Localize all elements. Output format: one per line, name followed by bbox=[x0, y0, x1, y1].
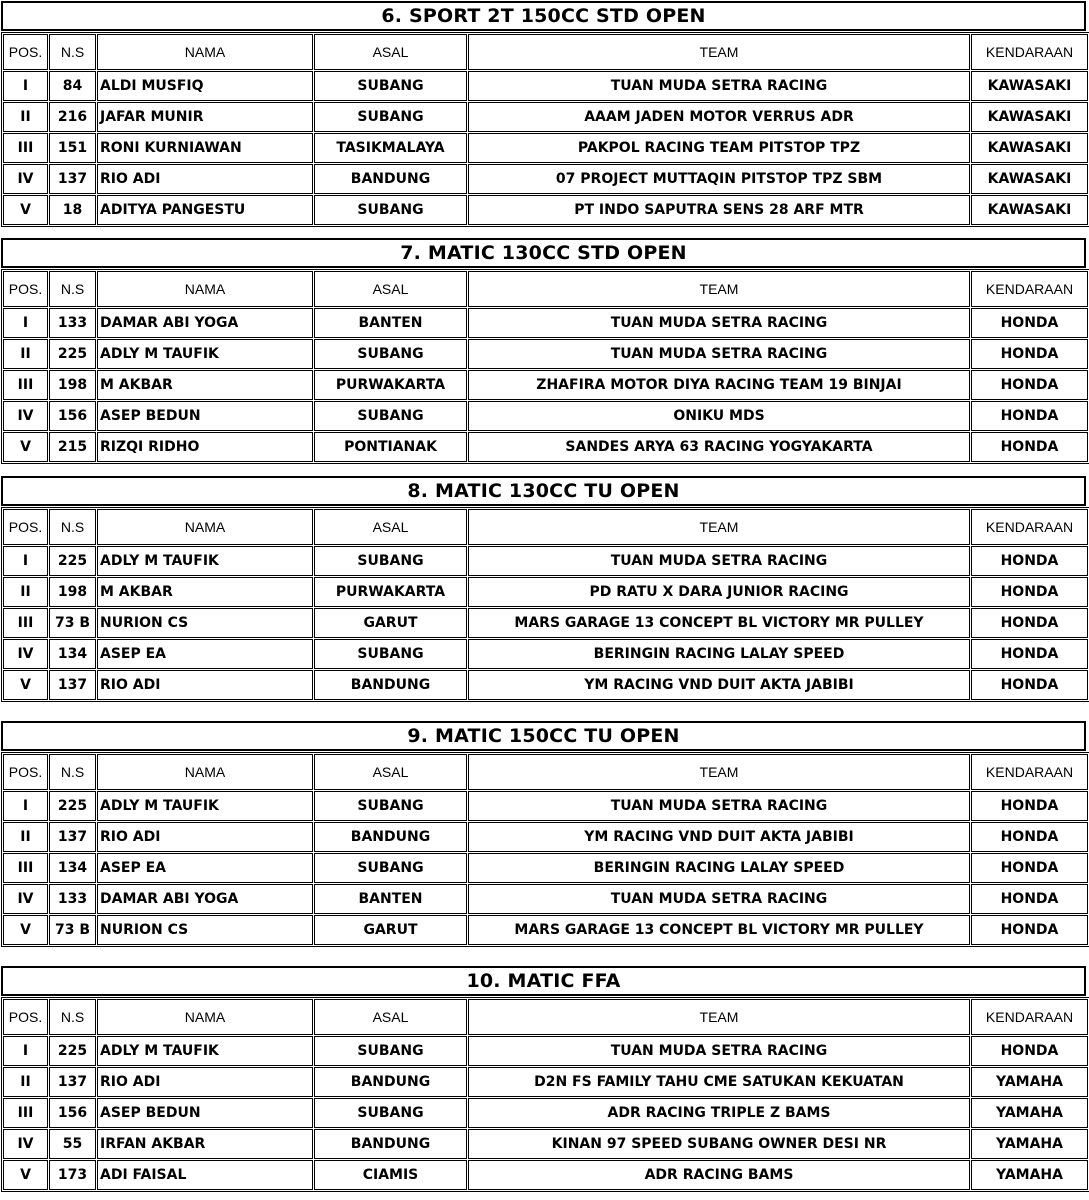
cell-nama: DAMAR ABI YOGA bbox=[97, 884, 313, 914]
header-team: TEAM bbox=[468, 999, 970, 1035]
cell-pos: V bbox=[3, 432, 48, 462]
cell-team: KINAN 97 SPEED SUBANG OWNER DESI NR bbox=[468, 1129, 970, 1159]
cell-pos: IV bbox=[3, 1129, 48, 1159]
cell-nama: ADI FAISAL bbox=[97, 1160, 313, 1190]
cell-team: TUAN MUDA SETRA RACING bbox=[468, 884, 970, 914]
header-asal: ASAL bbox=[314, 271, 467, 307]
cell-team: BERINGIN RACING LALAY SPEED bbox=[468, 639, 970, 669]
cell-kendaraan: YAMAHA bbox=[971, 1129, 1088, 1159]
cell-asal: BANDUNG bbox=[314, 164, 467, 194]
table-row bbox=[3, 370, 1088, 400]
table-row bbox=[3, 822, 1088, 852]
cell-team: ADR RACING TRIPLE Z BAMS bbox=[468, 1098, 970, 1128]
cell-ns: 173 bbox=[49, 1160, 96, 1190]
cell-ns: 73 B bbox=[49, 915, 96, 945]
header-asal: ASAL bbox=[314, 509, 467, 545]
cell-pos: IV bbox=[3, 639, 48, 669]
cell-nama: IRFAN AKBAR bbox=[97, 1129, 313, 1159]
header-ns: N.S bbox=[49, 754, 96, 790]
table-row bbox=[3, 791, 1088, 821]
cell-team: 07 PROJECT MUTTAQIN PITSTOP TPZ SBM bbox=[468, 164, 970, 194]
cell-asal: SUBANG bbox=[314, 1098, 467, 1128]
cell-ns: 55 bbox=[49, 1129, 96, 1159]
cell-team: PAKPOL RACING TEAM PITSTOP TPZ bbox=[468, 133, 970, 163]
table-row bbox=[3, 1160, 1088, 1190]
cell-ns: 137 bbox=[49, 164, 96, 194]
table-row bbox=[3, 339, 1088, 369]
cell-asal: SUBANG bbox=[314, 791, 467, 821]
header-pos: POS. bbox=[3, 271, 48, 307]
cell-nama: RIO ADI bbox=[97, 822, 313, 852]
cell-pos: IV bbox=[3, 401, 48, 431]
cell-pos: V bbox=[3, 1160, 48, 1190]
cell-ns: 156 bbox=[49, 1098, 96, 1128]
cell-ns: 225 bbox=[49, 339, 96, 369]
cell-nama: M AKBAR bbox=[97, 370, 313, 400]
race-class-title: 8. MATIC 130CC TU OPEN bbox=[1, 476, 1086, 506]
cell-ns: 137 bbox=[49, 822, 96, 852]
table-row bbox=[3, 164, 1088, 194]
cell-asal: BANTEN bbox=[314, 308, 467, 338]
cell-team: TUAN MUDA SETRA RACING bbox=[468, 308, 970, 338]
cell-asal: PURWAKARTA bbox=[314, 370, 467, 400]
cell-ns: 137 bbox=[49, 670, 96, 700]
cell-pos: II bbox=[3, 1067, 48, 1097]
cell-kendaraan: HONDA bbox=[971, 339, 1088, 369]
cell-team: TUAN MUDA SETRA RACING bbox=[468, 546, 970, 576]
cell-team: ADR RACING BAMS bbox=[468, 1160, 970, 1190]
table-row bbox=[3, 102, 1088, 132]
cell-asal: GARUT bbox=[314, 608, 467, 638]
cell-team: YM RACING VND DUIT AKTA JABIBI bbox=[468, 822, 970, 852]
cell-kendaraan: HONDA bbox=[971, 577, 1088, 607]
cell-asal: SUBANG bbox=[314, 1036, 467, 1066]
header-nama: NAMA bbox=[97, 509, 313, 545]
table-row bbox=[3, 432, 1088, 462]
cell-nama: ADLY M TAUFIK bbox=[97, 339, 313, 369]
results-table bbox=[1, 997, 1089, 1192]
header-row bbox=[3, 999, 1088, 1035]
header-ns: N.S bbox=[49, 271, 96, 307]
header-row bbox=[3, 271, 1088, 307]
cell-kendaraan: KAWASAKI bbox=[971, 133, 1088, 163]
cell-asal: SUBANG bbox=[314, 546, 467, 576]
cell-pos: I bbox=[3, 791, 48, 821]
cell-nama: RIO ADI bbox=[97, 1067, 313, 1097]
header-kendaraan: KENDARAAN bbox=[971, 271, 1088, 307]
cell-kendaraan: HONDA bbox=[971, 822, 1088, 852]
table-row bbox=[3, 133, 1088, 163]
header-nama: NAMA bbox=[97, 999, 313, 1035]
cell-nama: RONI KURNIAWAN bbox=[97, 133, 313, 163]
header-asal: ASAL bbox=[314, 754, 467, 790]
table-row bbox=[3, 577, 1088, 607]
table-row bbox=[3, 608, 1088, 638]
cell-pos: III bbox=[3, 370, 48, 400]
table-row bbox=[3, 853, 1088, 883]
results-table bbox=[1, 32, 1089, 227]
cell-asal: GARUT bbox=[314, 915, 467, 945]
cell-nama: ADLY M TAUFIK bbox=[97, 791, 313, 821]
cell-team: PT INDO SAPUTRA SENS 28 ARF MTR bbox=[468, 195, 970, 225]
cell-pos: II bbox=[3, 102, 48, 132]
header-team: TEAM bbox=[468, 34, 970, 70]
table-row bbox=[3, 1067, 1088, 1097]
cell-ns: 198 bbox=[49, 370, 96, 400]
cell-asal: BANDUNG bbox=[314, 1067, 467, 1097]
header-ns: N.S bbox=[49, 34, 96, 70]
cell-kendaraan: KAWASAKI bbox=[971, 195, 1088, 225]
cell-kendaraan: HONDA bbox=[971, 546, 1088, 576]
cell-nama: ASEP BEDUN bbox=[97, 1098, 313, 1128]
table-row bbox=[3, 639, 1088, 669]
cell-asal: BANDUNG bbox=[314, 670, 467, 700]
table-row bbox=[3, 884, 1088, 914]
cell-asal: TASIKMALAYA bbox=[314, 133, 467, 163]
header-team: TEAM bbox=[468, 754, 970, 790]
cell-ns: 133 bbox=[49, 884, 96, 914]
header-team: TEAM bbox=[468, 271, 970, 307]
cell-kendaraan: YAMAHA bbox=[971, 1098, 1088, 1128]
cell-kendaraan: HONDA bbox=[971, 308, 1088, 338]
cell-kendaraan: HONDA bbox=[971, 1036, 1088, 1066]
cell-pos: III bbox=[3, 853, 48, 883]
cell-kendaraan: HONDA bbox=[971, 915, 1088, 945]
cell-asal: PURWAKARTA bbox=[314, 577, 467, 607]
cell-ns: 133 bbox=[49, 308, 96, 338]
cell-kendaraan: KAWASAKI bbox=[971, 164, 1088, 194]
cell-kendaraan: KAWASAKI bbox=[971, 102, 1088, 132]
cell-kendaraan: HONDA bbox=[971, 432, 1088, 462]
cell-asal: SUBANG bbox=[314, 639, 467, 669]
cell-team: ONIKU MDS bbox=[468, 401, 970, 431]
header-row bbox=[3, 34, 1088, 70]
cell-nama: ADLY M TAUFIK bbox=[97, 546, 313, 576]
header-nama: NAMA bbox=[97, 34, 313, 70]
cell-team: TUAN MUDA SETRA RACING bbox=[468, 791, 970, 821]
cell-nama: ASEP BEDUN bbox=[97, 401, 313, 431]
cell-pos: V bbox=[3, 195, 48, 225]
cell-pos: III bbox=[3, 1098, 48, 1128]
cell-ns: 84 bbox=[49, 71, 96, 101]
cell-pos: III bbox=[3, 608, 48, 638]
cell-kendaraan: HONDA bbox=[971, 670, 1088, 700]
table-row bbox=[3, 401, 1088, 431]
cell-pos: IV bbox=[3, 164, 48, 194]
cell-nama: RIO ADI bbox=[97, 164, 313, 194]
header-kendaraan: KENDARAAN bbox=[971, 34, 1088, 70]
results-table bbox=[1, 269, 1089, 464]
cell-pos: I bbox=[3, 71, 48, 101]
cell-pos: I bbox=[3, 308, 48, 338]
cell-kendaraan: HONDA bbox=[971, 608, 1088, 638]
header-row bbox=[3, 509, 1088, 545]
cell-asal: BANDUNG bbox=[314, 1129, 467, 1159]
cell-nama: ASEP EA bbox=[97, 853, 313, 883]
cell-pos: I bbox=[3, 1036, 48, 1066]
cell-team: BERINGIN RACING LALAY SPEED bbox=[468, 853, 970, 883]
cell-asal: SUBANG bbox=[314, 195, 467, 225]
cell-ns: 151 bbox=[49, 133, 96, 163]
cell-kendaraan: HONDA bbox=[971, 370, 1088, 400]
cell-ns: 225 bbox=[49, 791, 96, 821]
cell-pos: III bbox=[3, 133, 48, 163]
header-asal: ASAL bbox=[314, 999, 467, 1035]
header-ns: N.S bbox=[49, 509, 96, 545]
cell-ns: 137 bbox=[49, 1067, 96, 1097]
header-pos: POS. bbox=[3, 754, 48, 790]
cell-asal: BANTEN bbox=[314, 884, 467, 914]
cell-pos: V bbox=[3, 670, 48, 700]
race-class-title: 6. SPORT 2T 150CC STD OPEN bbox=[1, 1, 1086, 31]
cell-ns: 225 bbox=[49, 546, 96, 576]
table-row bbox=[3, 195, 1088, 225]
header-row bbox=[3, 754, 1088, 790]
cell-nama: JAFAR MUNIR bbox=[97, 102, 313, 132]
cell-kendaraan: HONDA bbox=[971, 853, 1088, 883]
header-pos: POS. bbox=[3, 509, 48, 545]
cell-asal: SUBANG bbox=[314, 102, 467, 132]
cell-team: AAAM JADEN MOTOR VERRUS ADR bbox=[468, 102, 970, 132]
cell-ns: 156 bbox=[49, 401, 96, 431]
cell-team: MARS GARAGE 13 CONCEPT BL VICTORY MR PULLEY bbox=[468, 608, 970, 638]
cell-nama: ADLY M TAUFIK bbox=[97, 1036, 313, 1066]
cell-ns: 134 bbox=[49, 639, 96, 669]
table-row bbox=[3, 1036, 1088, 1066]
cell-kendaraan: HONDA bbox=[971, 791, 1088, 821]
header-team: TEAM bbox=[468, 509, 970, 545]
table-row bbox=[3, 1098, 1088, 1128]
race-class-title: 7. MATIC 130CC STD OPEN bbox=[1, 238, 1086, 268]
race-class-title: 9. MATIC 150CC TU OPEN bbox=[1, 721, 1086, 751]
cell-pos: II bbox=[3, 577, 48, 607]
cell-kendaraan: HONDA bbox=[971, 884, 1088, 914]
cell-nama: DAMAR ABI YOGA bbox=[97, 308, 313, 338]
table-row bbox=[3, 308, 1088, 338]
cell-nama: RIO ADI bbox=[97, 670, 313, 700]
cell-ns: 134 bbox=[49, 853, 96, 883]
cell-asal: PONTIANAK bbox=[314, 432, 467, 462]
cell-kendaraan: YAMAHA bbox=[971, 1160, 1088, 1190]
cell-nama: NURION CS bbox=[97, 915, 313, 945]
cell-team: YM RACING VND DUIT AKTA JABIBI bbox=[468, 670, 970, 700]
cell-ns: 73 B bbox=[49, 608, 96, 638]
header-asal: ASAL bbox=[314, 34, 467, 70]
cell-pos: V bbox=[3, 915, 48, 945]
race-class-title: 10. MATIC FFA bbox=[1, 966, 1086, 996]
table-row bbox=[3, 915, 1088, 945]
cell-nama: NURION CS bbox=[97, 608, 313, 638]
header-pos: POS. bbox=[3, 999, 48, 1035]
header-kendaraan: KENDARAAN bbox=[971, 754, 1088, 790]
table-row bbox=[3, 1129, 1088, 1159]
cell-nama: M AKBAR bbox=[97, 577, 313, 607]
cell-team: TUAN MUDA SETRA RACING bbox=[468, 339, 970, 369]
cell-asal: SUBANG bbox=[314, 853, 467, 883]
table-row bbox=[3, 71, 1088, 101]
results-table bbox=[1, 752, 1089, 947]
cell-nama: ADITYA PANGESTU bbox=[97, 195, 313, 225]
results-table bbox=[1, 507, 1089, 702]
cell-nama: ASEP EA bbox=[97, 639, 313, 669]
header-ns: N.S bbox=[49, 999, 96, 1035]
cell-pos: II bbox=[3, 339, 48, 369]
cell-asal: SUBANG bbox=[314, 71, 467, 101]
cell-nama: RIZQI RIDHO bbox=[97, 432, 313, 462]
cell-team: TUAN MUDA SETRA RACING bbox=[468, 1036, 970, 1066]
cell-team: TUAN MUDA SETRA RACING bbox=[468, 71, 970, 101]
header-nama: NAMA bbox=[97, 754, 313, 790]
cell-pos: II bbox=[3, 822, 48, 852]
header-pos: POS. bbox=[3, 34, 48, 70]
cell-asal: SUBANG bbox=[314, 339, 467, 369]
cell-asal: BANDUNG bbox=[314, 822, 467, 852]
cell-kendaraan: KAWASAKI bbox=[971, 71, 1088, 101]
cell-team: PD RATU X DARA JUNIOR RACING bbox=[468, 577, 970, 607]
header-kendaraan: KENDARAAN bbox=[971, 999, 1088, 1035]
cell-team: MARS GARAGE 13 CONCEPT BL VICTORY MR PULLEY bbox=[468, 915, 970, 945]
cell-team: SANDES ARYA 63 RACING YOGYAKARTA bbox=[468, 432, 970, 462]
cell-kendaraan: HONDA bbox=[971, 639, 1088, 669]
cell-ns: 216 bbox=[49, 102, 96, 132]
cell-team: ZHAFIRA MOTOR DIYA RACING TEAM 19 BINJAI bbox=[468, 370, 970, 400]
cell-pos: I bbox=[3, 546, 48, 576]
table-row bbox=[3, 546, 1088, 576]
cell-kendaraan: HONDA bbox=[971, 401, 1088, 431]
cell-asal: SUBANG bbox=[314, 401, 467, 431]
header-nama: NAMA bbox=[97, 271, 313, 307]
cell-kendaraan: YAMAHA bbox=[971, 1067, 1088, 1097]
cell-pos: IV bbox=[3, 884, 48, 914]
cell-team: D2N FS FAMILY TAHU CME SATUKAN KEKUATAN bbox=[468, 1067, 970, 1097]
cell-ns: 225 bbox=[49, 1036, 96, 1066]
cell-asal: CIAMIS bbox=[314, 1160, 467, 1190]
header-kendaraan: KENDARAAN bbox=[971, 509, 1088, 545]
table-row bbox=[3, 670, 1088, 700]
cell-ns: 215 bbox=[49, 432, 96, 462]
cell-ns: 198 bbox=[49, 577, 96, 607]
cell-ns: 18 bbox=[49, 195, 96, 225]
cell-nama: ALDI MUSFIQ bbox=[97, 71, 313, 101]
